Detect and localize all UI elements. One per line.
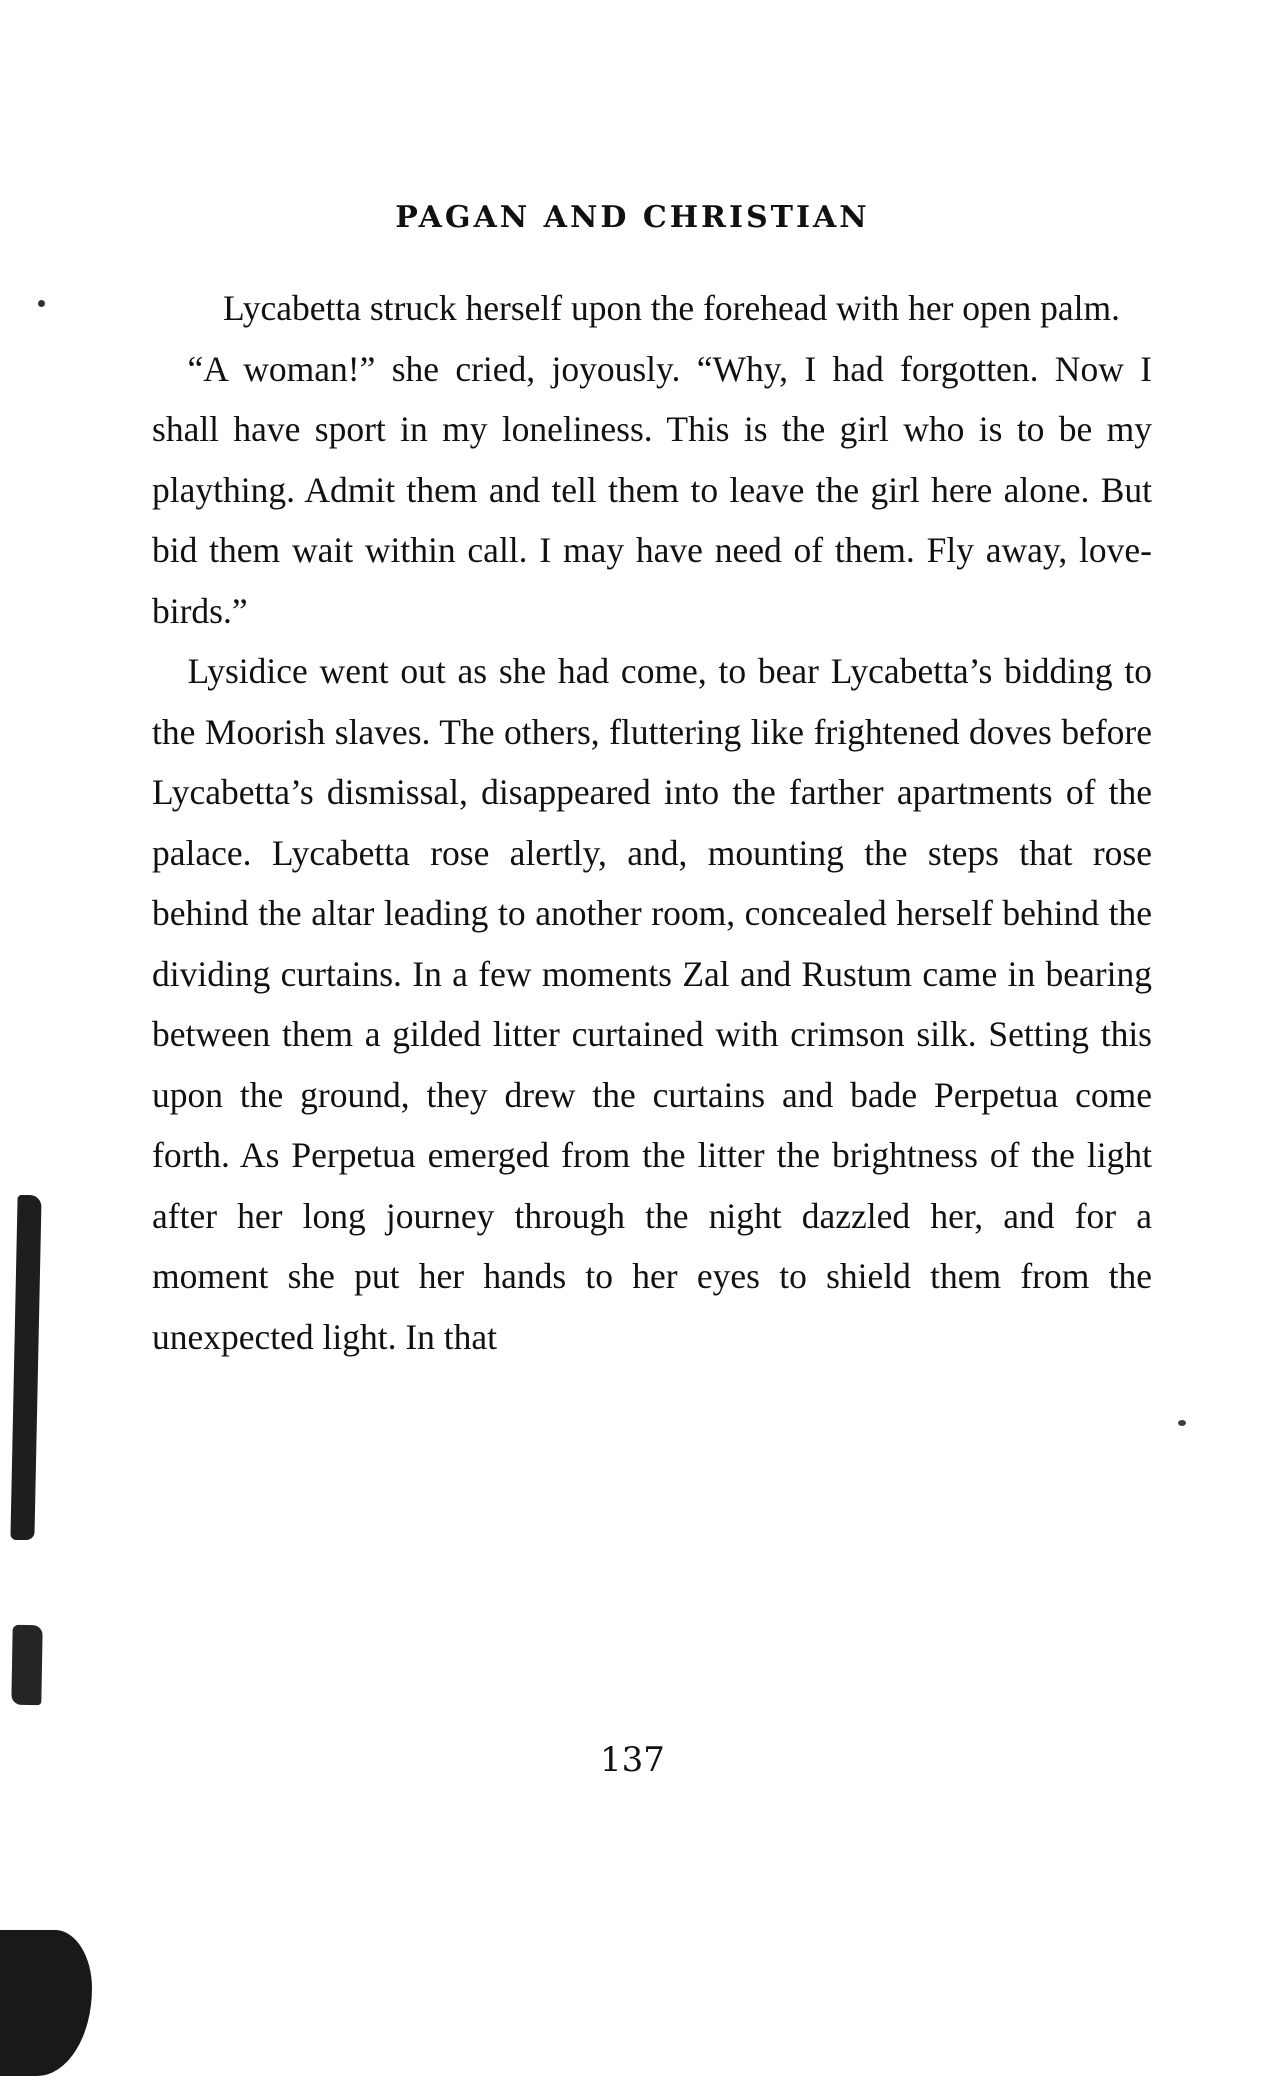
paragraph: Lycabetta struck herself upon the forehead with her open palm.	[223, 288, 1121, 328]
page-number: 137	[600, 1740, 665, 1780]
running-head: PAGAN AND CHRISTIAN	[395, 200, 870, 235]
scan-artifact-corner	[0, 1930, 92, 2076]
scan-artifact-left-upper	[10, 1195, 41, 1540]
paragraph: “A woman!” she cried, joyously. “Why, I had forgotten. Now I shall have sport in my loneliness. This is the girl who is to be my plaything. Admit them and tell them to leave the girl here alone. But bid them wait within call. I may have need of them. Fly away, love-birds.”	[152, 348, 1152, 631]
paragraph: Lysidice went out as she had come, to bear Lycabetta’s bidding to the Moorish slaves. The others, fluttering like frightened doves before Lycabetta’s dismissal, disappeared into the farther apartments of the palace. Lycabetta rose alertly, and, mounting the steps that rose behind the altar leading to another room, concealed herself behind the dividing curtains. In a few moments Zal and Rustum came in bearing between them a gilded litter curtained with crimson silk. Setting this upon the ground, they drew the curtains and bade Perpetua come forth. As Perpetua emerged from the litter the brightness of the light after her long journey through the night dazzled her, and for a moment she put her hands to her eyes to shield them from the unexpected light. In that	[152, 651, 1152, 1357]
scan-artifact-left-lower	[11, 1625, 42, 1706]
scan-speck-upper-left	[38, 300, 45, 307]
scan-speck-right	[1178, 1420, 1186, 1426]
body-text	[152, 278, 1152, 1367]
